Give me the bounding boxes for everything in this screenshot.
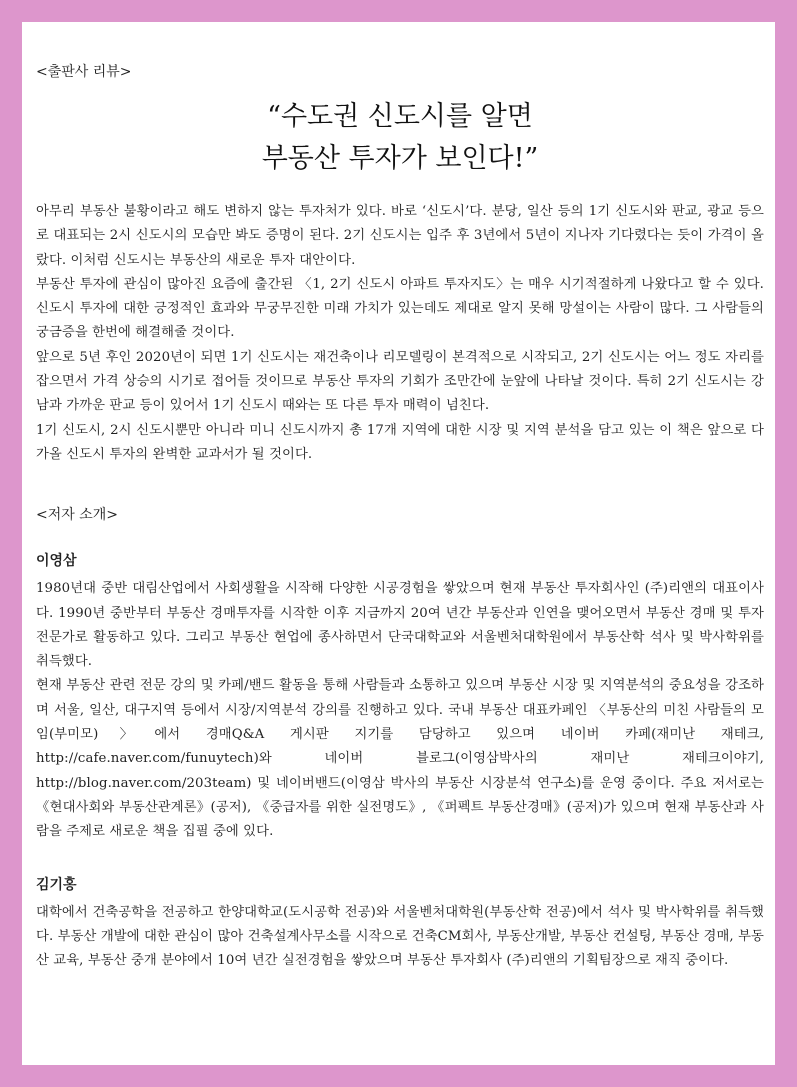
author-bio-paragraph: 대학에서 건축공학을 전공하고 한양대학교(도시공학 전공)와 서울벤처대학원(부동산학 전공)에서 석사 및 박사학위를 취득했다. 부동산 개발에 대한 관심이 많아 건축설계사무소를 시작으로 건축CM회사, 부동산개발, 부동산 컨설팅, 부동산 경매, 부동산 교육, 부동산 중개 분야에서 10여 년간 실전경험을 쌓았으며 부동산 투자회사 (주)리앤의 기획팀장으로 재직 중이다. [36,904,764,969]
review-paragraph: 앞으로 5년 후인 2020년이 되면 1기 신도시는 재건축이나 리모델링이 본격적으로 시작되고, 2기 신도시는 어느 정도 자리를 잡으면서 가격 상승의 시기로 접어들 것이므로 부동산 투자의 기회가 조만간에 눈앞에 나타날 것이다. 특히 2기 신도시는 강남과 가까운 판교 등이 있어서 1기 신도시 때와는 또 다른 투자 매력이 넘친다. [36,349,764,414]
document-body [36,62,764,973]
headline-line-2: 부동산 투자가 보인다!” [261,143,539,174]
review-paragraph: 1기 신도시, 2시 신도시뿐만 아니라 미니 신도시까지 총 17개 지역에 대한 시장 및 지역 분석을 담고 있는 이 책은 앞으로 다가올 신도시 투자의 완벽한 교과서가 될 것이다. [36,422,764,462]
author-bio-paragraph: 현재 부동산 관련 전문 강의 및 카페/밴드 활동을 통해 사람들과 소통하고 있으며 부동산 시장 및 지역분석의 중요성을 강조하며 서울, 일산, 대구지역 등에서 시장/지역분석 강의를 진행하고 있다. 국내 부동산 대표카페인 〈부동산의 미친 사람들의 모임(부미모)〉에서 경매Q&A 게시판 지기를 담당하고 있으며 네이버 카페(재미난 재테크, http://cafe.naver.com/funuytech)와 네이버 블로그(이영삼박사의 재미난 재테크이야기, http://blog.naver.com/203team) 및 네이버밴드(이영삼 박사의 부동산 시장분석 연구소)를 운영 중이다. 주요 저서로는 《현대사회와 부동산관계론》(공저), 《중급자를 위한 실전명도》, 《퍼펙트 부동산경매》(공저)가 있으며 현재 부동산과 사람을 주제로 새로운 책을 집필 중에 있다. [36,678,764,840]
review-paragraph: 부동산 투자에 관심이 많아진 요즘에 출간된 〈1, 2기 신도시 아파트 투자지도〉는 매우 시기적절하게 나왔다고 할 수 있다. 신도시 투자에 대한 긍정적인 효과와 무궁무진한 미래 가치가 있는데도 제대로 알지 못해 망설이는 사람이 많다. 그 사람들의 궁금증을 한번에 해결해줄 것이다. [36,276,764,341]
author-name: 김기홍 [36,876,77,893]
publisher-review-label: <출판사 리뷰> [36,64,132,80]
author-bio-paragraph: 1980년대 중반 대림산업에서 사회생활을 시작해 다양한 시공경험을 쌓았으며 현재 부동산 투자회사인 (주)리앤의 대표이사다. 1990년 중반부터 부동산 경매투자를 시작한 이후 지금까지 20여 년간 부동산과 인연을 맺어오면서 부동산 경매 및 투자 전문가로 활동하고 있다. 그리고 부동산 현업에 종사하면서 단국대학교와 서울벤처대학원에서 부동산학 석사 및 박사학위를 취득했다. [36,581,764,670]
author-name: 이영삼 [36,553,77,570]
review-paragraph: 아무리 부동산 불황이라고 해도 변하지 않는 투자처가 있다. 바로 ‘신도시’다. 분당, 일산 등의 1기 신도시와 판교, 광교 등으로 대표되는 2시 신도시의 모습만 봐도 증명이 된다. 2기 신도시는 입주 후 3년에서 5년이 지나자 기다렸다는 듯이 가격이 올랐다. 이처럼 신도시는 부동산의 새로운 투자 대안이다. [36,204,764,268]
review-headline [36,96,764,180]
headline-line-1: “수도권 신도시를 알면 [267,101,533,132]
author-intro-label: <저자 소개> [36,507,119,524]
